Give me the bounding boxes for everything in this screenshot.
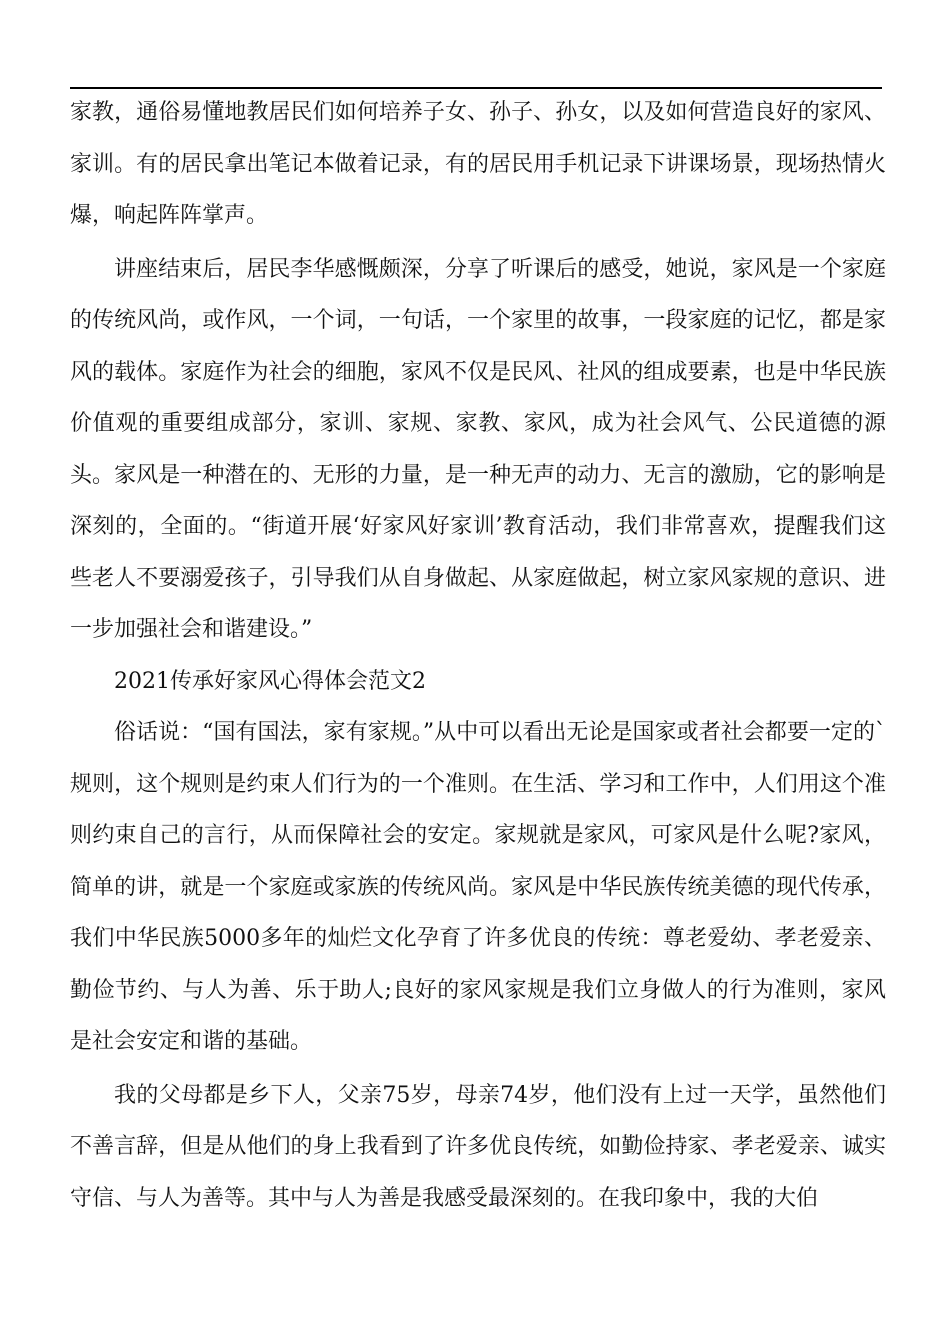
paragraph-family-rules: 俗话说：“国有国法，家有家规。”从中可以看出无论是国家或者社会都要一定的`规则，这个规则是约束人们行为的一个准则。在生活、学习和工作中，人们用这个准则约束自己的言行，从而保障社会的安定。家规就是家风，可家风是什么呢?家风，简单的讲，就是一个家庭或家族的传统风尚。家风是中华民族传统美德的现代传承，我们中华民族5000多年的灿烂文化孕育了许多优良的传统：尊老爱幼、孝老爱亲、勤俭节约、与人为善、乐于助人;良好的家风家规是我们立身做人的行为准则，家风是社会安定和谐的基础。 — [70, 720, 886, 1054]
paragraph-continuation: 家教，通俗易懂地教居民们如何培养子女、孙子、孙女，以及如何营造良好的家风、家训。有的居民拿出笔记本做着记录，有的居民用手机记录下讲课场景，现场热情火爆，响起阵阵掌声。 — [70, 100, 886, 228]
paragraph-parents: 我的父母都是乡下人，父亲75岁，母亲74岁，他们没有上过一天学，虽然他们不善言辞，但是从他们的身上我看到了许多优良传统，如勤俭持家、孝老爱亲、诚实守信、与人为善等。其中与人为善是我感受最深刻的。在我印象中，我的大伯 — [70, 1082, 886, 1211]
document-body — [70, 87, 886, 1224]
paragraph-lecture-feedback: 讲座结束后，居民李华感慨颇深，分享了听课后的感受，她说，家风是一个家庭的传统风尚，或作风，一个词，一句话，一个家里的故事，一段家庭的记忆，都是家风的载体。家庭作为社会的细胞，家风不仅是民风、社风的组成要素，也是中华民族价值观的重要组成部分，家训、家规、家教、家风，成为社会风气、公民道德的源头。家风是一种潜在的、无形的力量，是一种无声的动力、无言的激励，它的影响是深刻的，全面的。“街道开展‘好家风好家训’教育活动，我们非常喜欢，提醒我们这些老人不要溺爱孩子，引导我们从自身做起、从家庭做起，树立家风家规的意识、进一步加强社会和谐建设。” — [70, 256, 886, 642]
section-heading: 2021传承好家风心得体会范文2 — [114, 668, 426, 694]
